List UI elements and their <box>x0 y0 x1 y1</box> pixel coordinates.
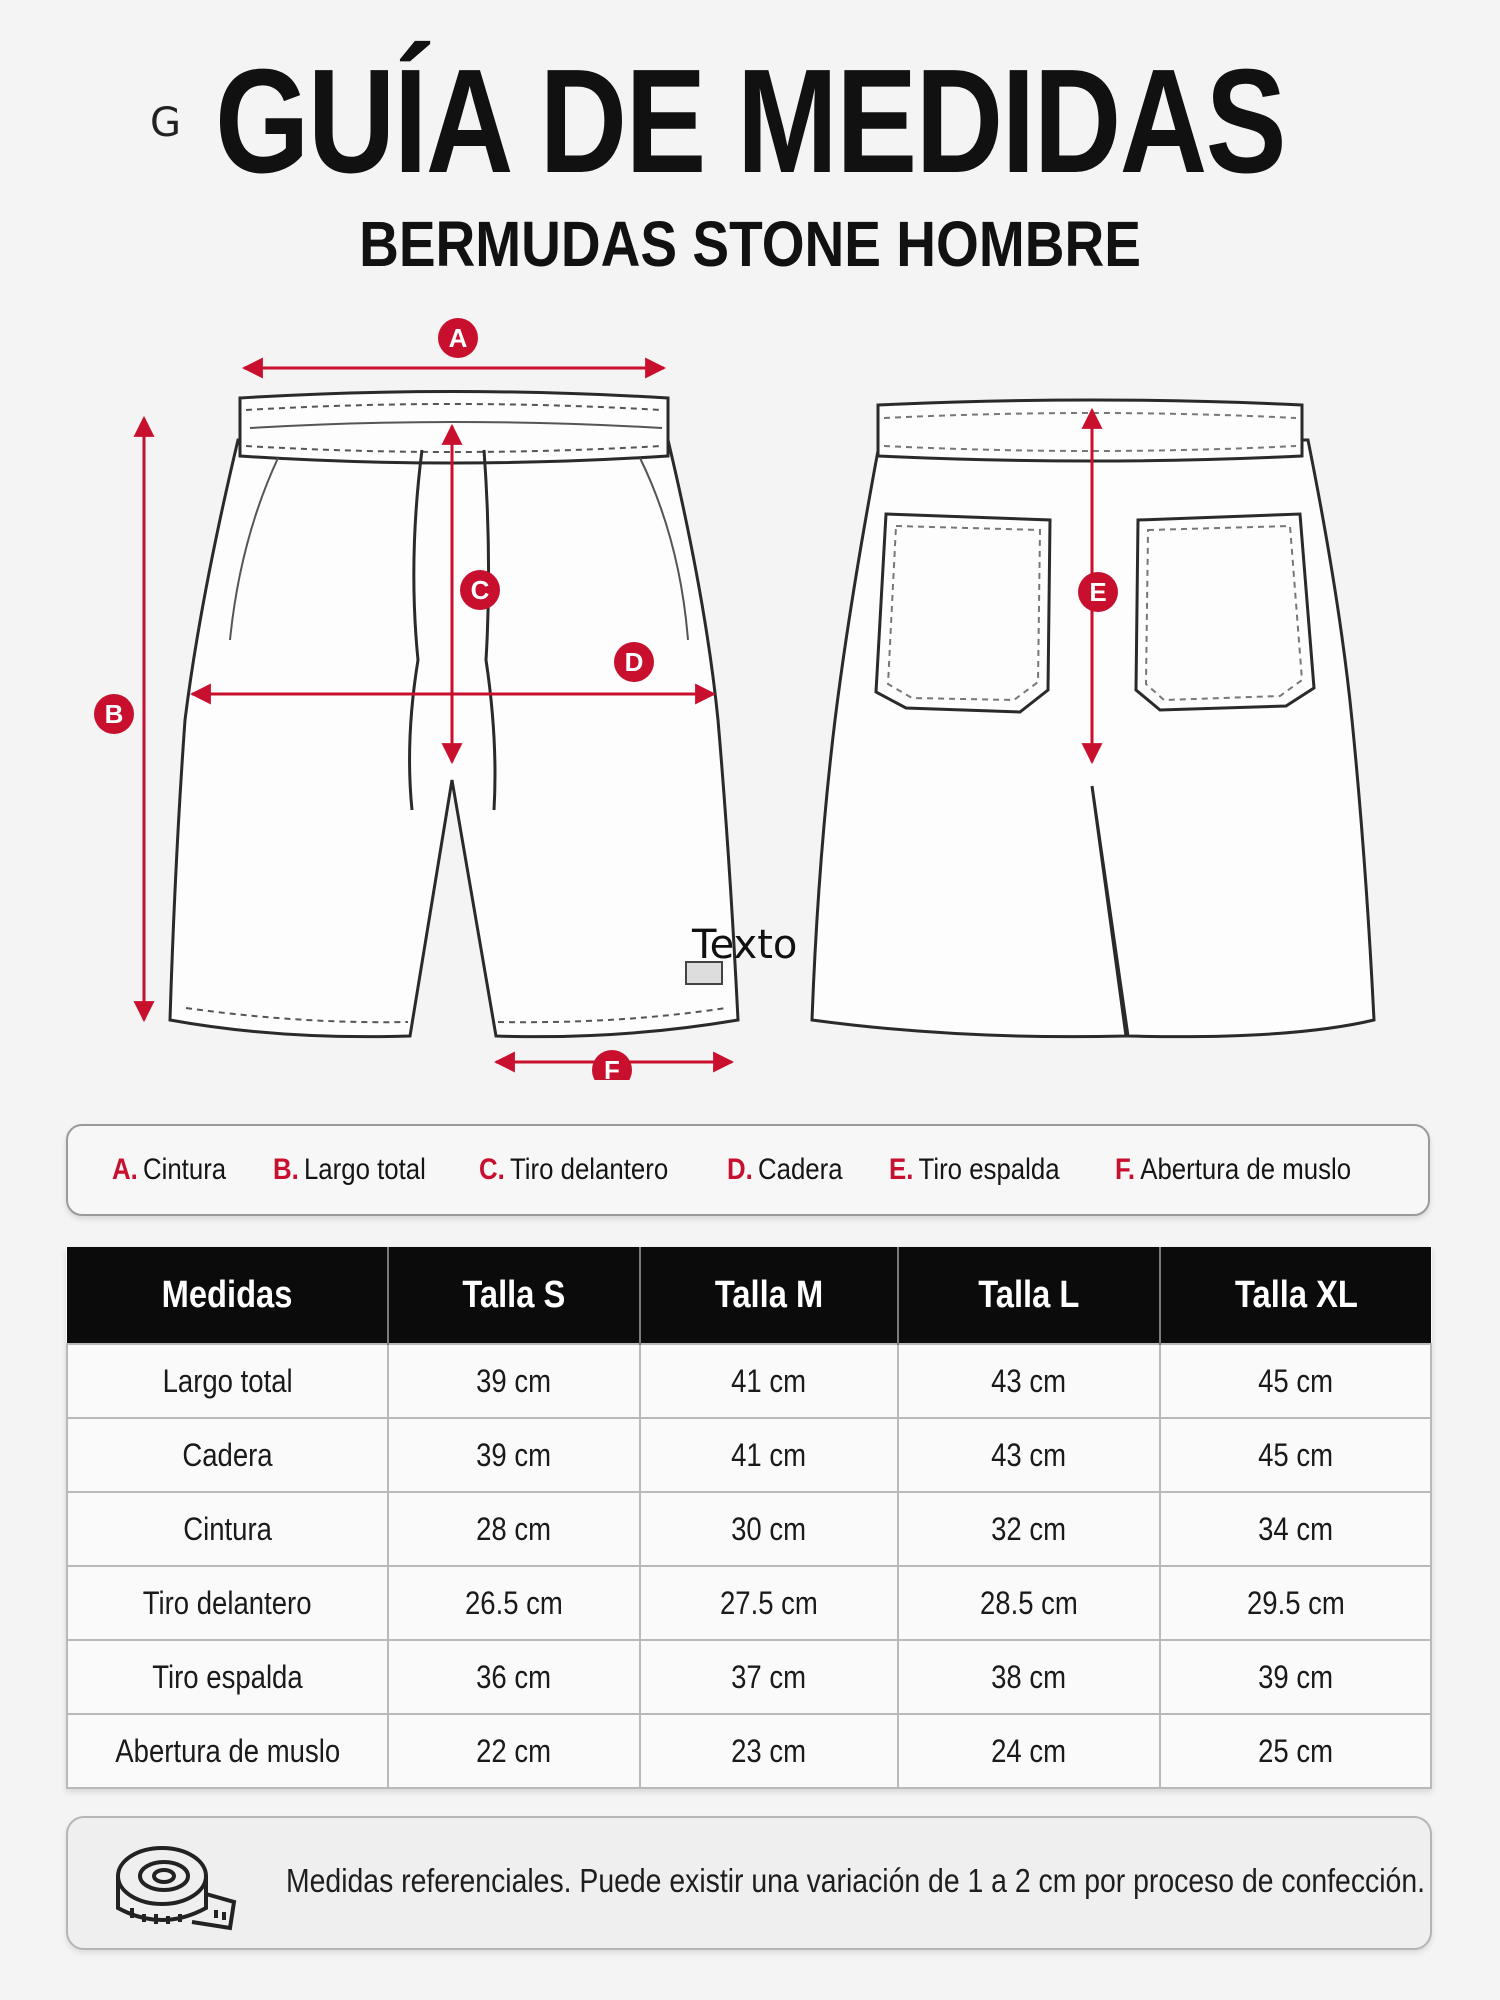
legend <box>66 1124 1430 1216</box>
legend-item-f: F. Abertura de muslo <box>1115 1153 1352 1186</box>
page-subtitle: BERMUDAS STONE HOMBRE <box>359 208 1141 280</box>
legend-item-a: A. Cintura <box>112 1153 227 1186</box>
row-label: Cintura <box>67 1492 388 1566</box>
marker-f-letter: F <box>604 1055 620 1080</box>
stray-letter-g: G <box>150 100 181 146</box>
marker-d-letter: D <box>624 647 644 677</box>
table-row <box>67 1492 1431 1566</box>
table-cell: 26.5 cm <box>388 1566 640 1640</box>
table-row <box>67 1566 1431 1640</box>
marker-a <box>438 318 478 358</box>
marker-d <box>614 642 654 682</box>
row-label: Tiro espalda <box>67 1640 388 1714</box>
page-title: GUÍA DE MEDIDAS <box>215 39 1285 204</box>
marker-e <box>1078 572 1118 612</box>
marker-b <box>94 694 134 734</box>
table-cell: 37 cm <box>640 1640 898 1714</box>
column-header: Talla L <box>898 1247 1160 1344</box>
table-row <box>67 1344 1431 1418</box>
size-table <box>66 1247 1432 1789</box>
table-cell: 41 cm <box>640 1418 898 1492</box>
table-cell: 39 cm <box>388 1344 640 1418</box>
table-cell: 27.5 cm <box>640 1566 898 1640</box>
marker-c-letter: C <box>470 575 490 605</box>
table-header-row <box>67 1247 1431 1344</box>
column-header: Talla XL <box>1160 1247 1431 1344</box>
row-label: Largo total <box>67 1344 388 1418</box>
table-cell: 38 cm <box>898 1640 1160 1714</box>
table-cell: 28.5 cm <box>898 1566 1160 1640</box>
table-cell: 36 cm <box>388 1640 640 1714</box>
table-cell: 25 cm <box>1160 1714 1431 1788</box>
marker-f <box>592 1050 632 1080</box>
row-label: Cadera <box>67 1418 388 1492</box>
table-row <box>67 1714 1431 1788</box>
table-cell: 23 cm <box>640 1714 898 1788</box>
table-cell: 22 cm <box>388 1714 640 1788</box>
column-header: Medidas <box>67 1247 388 1344</box>
table-cell: 43 cm <box>898 1418 1160 1492</box>
marker-b-letter: B <box>104 699 124 729</box>
legend-item-e: E. Tiro espalda <box>889 1153 1060 1186</box>
marker-a-letter: A <box>448 323 468 353</box>
row-label: Abertura de muslo <box>67 1714 388 1788</box>
table-cell: 39 cm <box>388 1418 640 1492</box>
table-cell: 34 cm <box>1160 1492 1431 1566</box>
legend-item-c: C. Tiro delantero <box>478 1153 668 1186</box>
table-cell: 28 cm <box>388 1492 640 1566</box>
table-cell: 29.5 cm <box>1160 1566 1431 1640</box>
legend-item-d: D. Cadera <box>726 1153 843 1186</box>
marker-c <box>460 570 500 610</box>
note-box <box>66 1816 1432 1950</box>
legend-item-b: B. Largo total <box>272 1153 426 1186</box>
row-label: Tiro delantero <box>67 1566 388 1640</box>
table-cell: 30 cm <box>640 1492 898 1566</box>
table-cell: 45 cm <box>1160 1418 1431 1492</box>
table-row <box>67 1418 1431 1492</box>
overlay-text: Texto <box>692 922 798 968</box>
measuring-tape-icon <box>112 1836 242 1936</box>
table-cell: 45 cm <box>1160 1344 1431 1418</box>
column-header: Talla S <box>388 1247 640 1344</box>
table-cell: 39 cm <box>1160 1640 1431 1714</box>
table-row <box>67 1640 1431 1714</box>
table-cell: 41 cm <box>640 1344 898 1418</box>
note-text: Medidas referenciales. Puede existir una variación de 1 a 2 cm por proceso de confección. <box>286 1862 1425 1899</box>
column-header: Talla M <box>640 1247 898 1344</box>
marker-e-letter: E <box>1089 577 1107 607</box>
table-cell: 43 cm <box>898 1344 1160 1418</box>
table-cell: 32 cm <box>898 1492 1160 1566</box>
table-cell: 24 cm <box>898 1714 1160 1788</box>
